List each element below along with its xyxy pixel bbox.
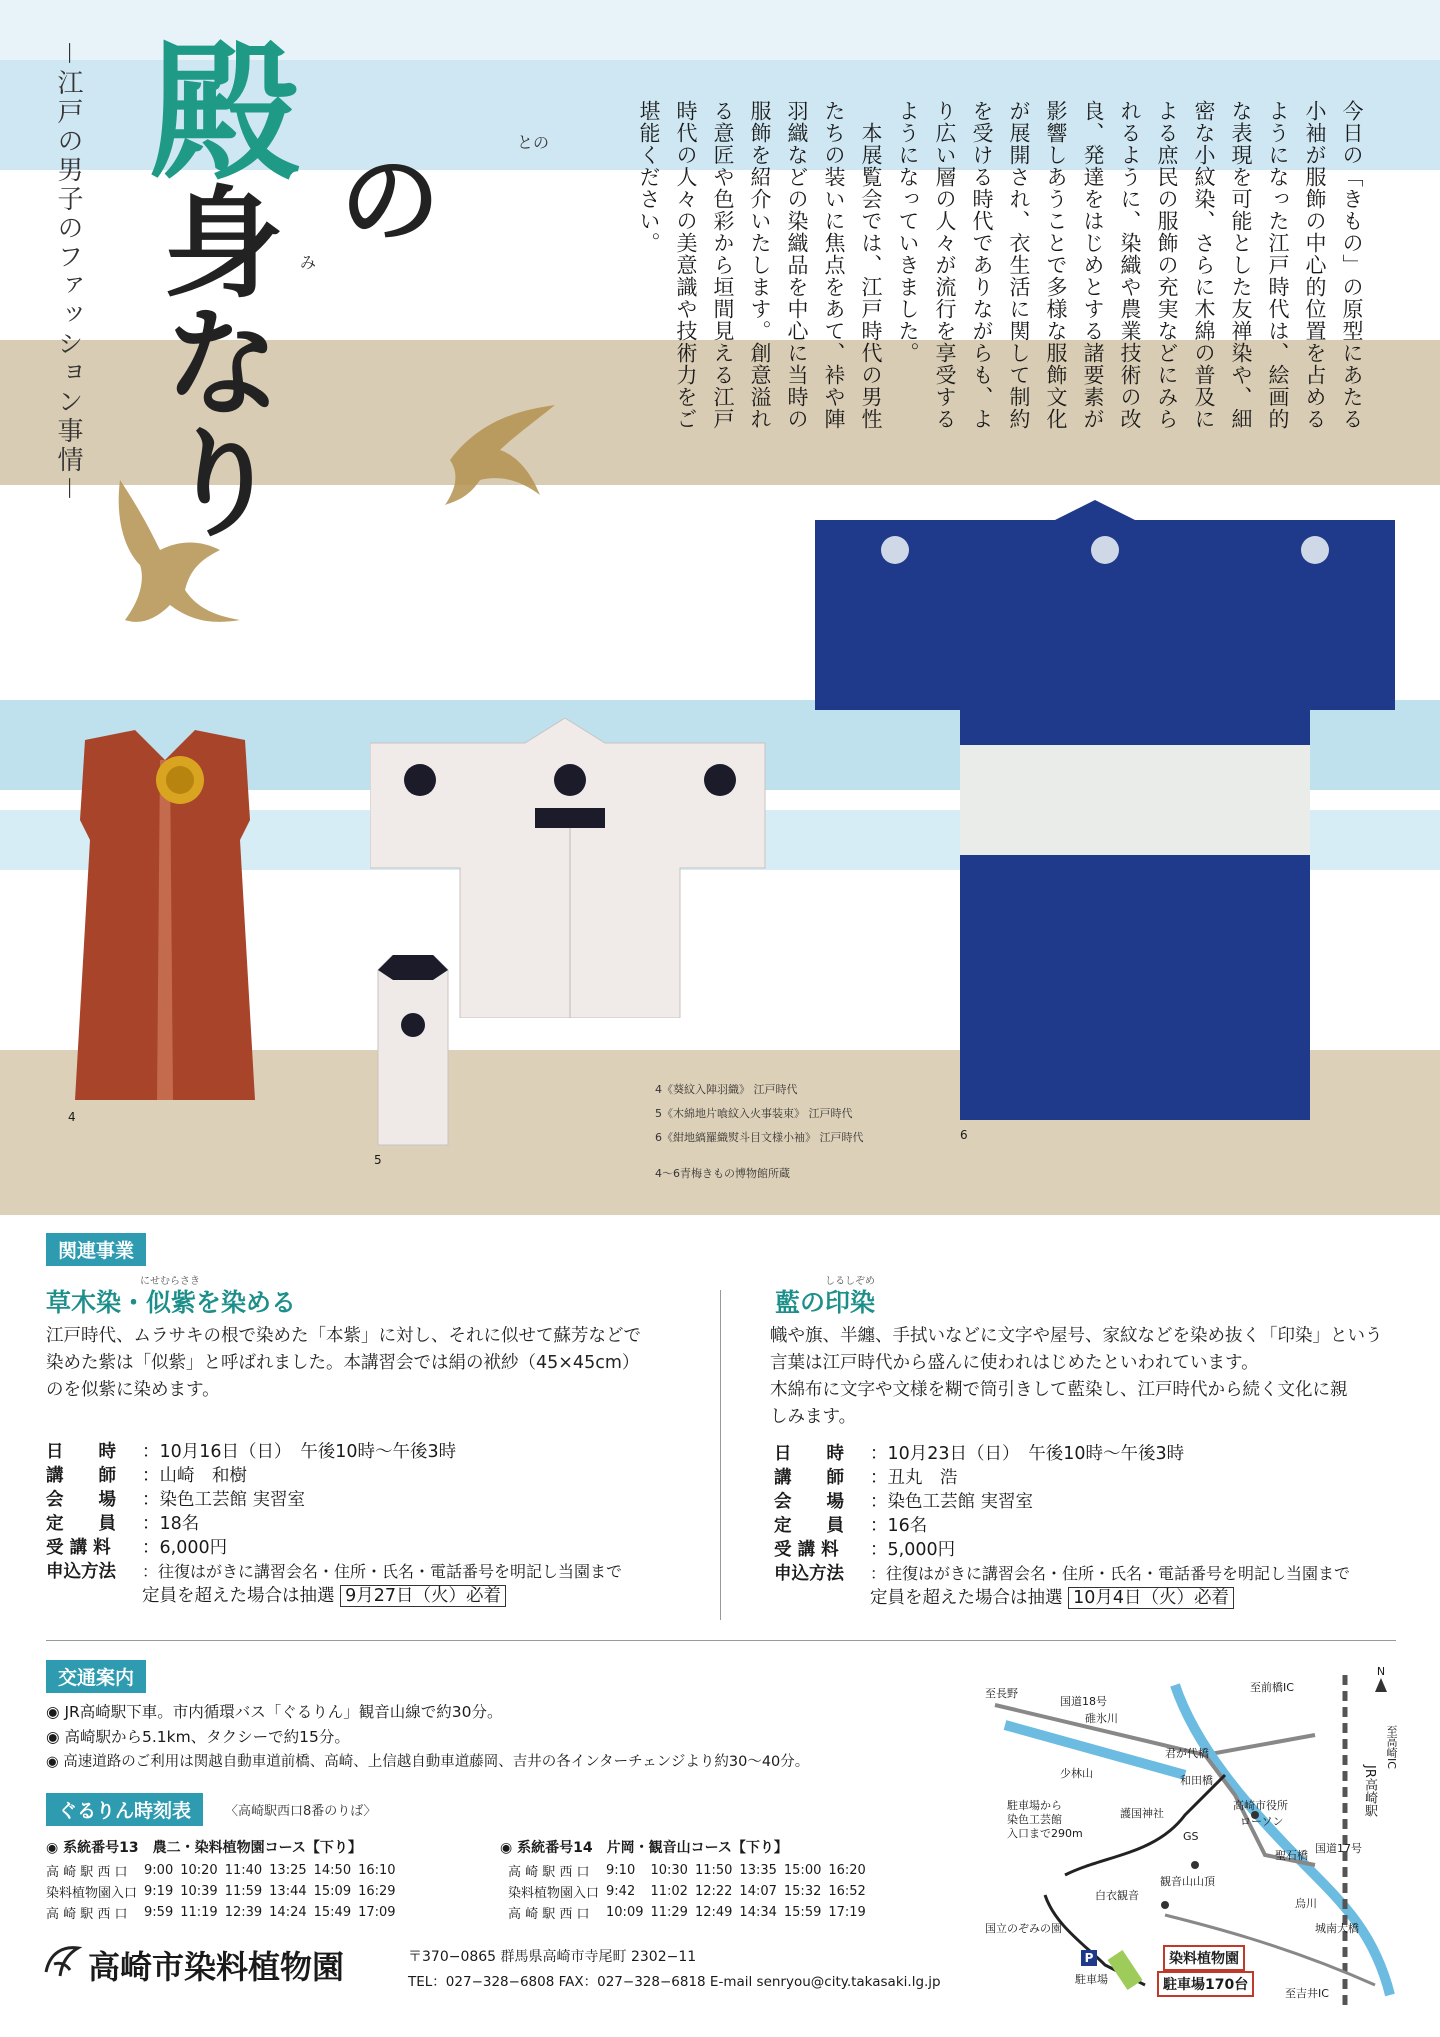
table-row: 高 崎 駅 西 口 9:10 10:30 11:50 13:35 15:00 16:20	[508, 1863, 866, 1880]
map-label: 至前橋IC	[1250, 1681, 1294, 1694]
detail-value: ：往復はがきに講習会名・住所・氏名・電話番号を明記し当園まで	[142, 1562, 623, 1581]
intro-line: 良、発達をはじめとする諸要素が	[1081, 100, 1105, 430]
access-line: ◉ 高崎駅から5.1km、タクシーで約15分。	[46, 1728, 350, 1746]
map-label: 国道18号	[1060, 1695, 1107, 1708]
table-row: 染料植物園入口 9:19 10:39 11:59 13:44 15:09 16:29	[46, 1884, 396, 1901]
desc-line: 幟や旗、半纏、手拭いなどに文字や屋号、家紋などを染め抜く「印染」という	[770, 1326, 1383, 1346]
deadline-badge: 9月27日（火）必着	[340, 1585, 506, 1607]
detail-value: ：10月23日（日） 午後10時〜午後3時	[870, 1444, 1185, 1464]
intro-line: 小袖が服飾の中心的位置を占める	[1303, 100, 1327, 430]
detail-value: ：染色工芸館 実習室	[142, 1490, 306, 1510]
lottery-note: 定員を超えた場合は抽選	[870, 1588, 1063, 1608]
intro-line: 密な小紋染、さらに木綿の普及に	[1192, 100, 1216, 430]
map-label: JR高崎駅	[1362, 1765, 1377, 1817]
event-left-title: 草木染・似紫を染める	[46, 1288, 297, 1317]
caption-4: 4《葵紋入陣羽織》 江戸時代	[655, 1083, 798, 1096]
intro-line: る意匠や色彩から垣間見える江戸	[711, 100, 735, 430]
section-divider	[46, 1640, 1396, 1641]
detail-key: 日 時	[46, 1442, 116, 1462]
intro-line: な表現を可能とした友禅染や、細	[1229, 100, 1253, 430]
event-left-title-ruby: にせむらさき	[140, 1276, 200, 1287]
caption-6: 6《紺地縞羅織熨斗目文様小袖》 江戸時代	[655, 1131, 864, 1144]
exhibit-5-hood-image	[373, 955, 453, 1150]
event-left-details	[46, 1440, 706, 1608]
title-ruby-tono: との	[517, 133, 550, 152]
parking-icon: P	[1081, 1950, 1097, 1966]
map-parking-lot-label: 駐車場170台	[1157, 1971, 1254, 1997]
access-line: ◉ 高速道路のご利用は関越自動車道前橋、高崎、上信越自動車道藤岡、吉井の各インターチェンジより約30〜40分。	[46, 1754, 810, 1770]
map-label: 入口まで290m	[1007, 1827, 1083, 1840]
bus-schedule-label: ぐるりん時刻表	[46, 1793, 203, 1826]
intro-line: 服飾を紹介いたします。創意溢れ	[748, 100, 772, 430]
intro-line: 堪能ください。	[637, 100, 661, 254]
map-label: 聖石橋	[1275, 1849, 1308, 1862]
table-row: 高 崎 駅 西 口 9:00 10:20 11:40 13:25 14:50 16:10	[46, 1863, 396, 1880]
map-label: ローソン	[1240, 1815, 1284, 1828]
intro-line: ようになった江戸時代は、絵画的	[1266, 100, 1290, 430]
events-divider	[720, 1290, 721, 1620]
desc-line: 江戸時代、ムラサキの根で染めた「本紫」に対し、それに似せて蘇芳などで	[46, 1326, 641, 1346]
crane-illustration-right	[440, 400, 560, 510]
detail-value: ：16名	[870, 1516, 928, 1536]
exhibit-6-kosode-image	[815, 500, 1400, 1125]
detail-key: 申込方法	[46, 1562, 116, 1582]
map-label: 駐車場	[1075, 1973, 1108, 1986]
access-lines	[46, 1700, 966, 1775]
detail-value: ：18名	[142, 1514, 200, 1534]
event-right-details	[774, 1442, 1424, 1610]
title-char-minari: 身なり	[143, 180, 284, 540]
table-row: 染料植物園入口 9:42 11:02 12:22 14:07 15:32 16:52	[508, 1884, 866, 1901]
map-label: 染色工芸館	[1007, 1813, 1062, 1826]
detail-key: 定 員	[774, 1516, 844, 1536]
desc-line: 言葉は江戸時代から盛んに使われはじめたといわれています。	[770, 1353, 1259, 1373]
intro-line: 羽織などの染織品を中心に当時の	[785, 100, 809, 430]
map-label: 国立のぞみの園	[985, 1922, 1062, 1935]
event-right-title: 藍の印染	[775, 1288, 876, 1317]
org-address: 〒370−0865 群馬県高崎市寺尾町 2302−11	[408, 1949, 697, 1965]
lottery-note: 定員を超えた場合は抽選	[142, 1586, 335, 1606]
map-label: 国道17号	[1315, 1842, 1362, 1855]
map-label: 君が代橋	[1165, 1747, 1209, 1760]
route14-title: ◉ 系統番号14 片岡・観音山コース【下り】	[500, 1840, 788, 1856]
map-label: 高崎市役所	[1233, 1799, 1288, 1812]
exhibit-4-jinbaori-image	[65, 730, 265, 1110]
map-label: 白衣観音	[1095, 1889, 1139, 1902]
event-right-description	[770, 1323, 1410, 1431]
map-label: 碓氷川	[1085, 1712, 1118, 1725]
intro-line: れるように、染織や農業技術の改	[1118, 100, 1142, 430]
exhibit-6-number: 6	[960, 1128, 968, 1142]
exhibit-5-number: 5	[374, 1153, 382, 1167]
desc-line: 染めた紫は「似紫」と呼ばれました。本講習会では絹の袱紗（45×45cm）	[46, 1353, 640, 1373]
map-label: 護国神社	[1120, 1807, 1164, 1820]
intro-line: 本展覧会では、江戸時代の男性	[859, 100, 883, 430]
intro-line: ようになっていきました。	[896, 100, 920, 364]
detail-key: 受 講 料	[46, 1538, 111, 1558]
intro-line: 影響しあうことで多様な服飾文化	[1044, 100, 1068, 430]
org-contact: TEL：027−328−6808 FAX：027−328−6818 E-mail senryou@city.takasaki.lg.jp	[408, 1974, 941, 1990]
detail-key: 定 員	[46, 1514, 116, 1534]
caption-5: 5《木綿地片喰紋入火事装束》 江戸時代	[655, 1107, 853, 1120]
exhibit-4-number: 4	[68, 1110, 76, 1124]
desc-line: しみます。	[770, 1407, 857, 1427]
detail-key: 会 場	[774, 1492, 844, 1512]
table-row: 高 崎 駅 西 口 10:09 11:29 12:49 14:34 15:59 17:19	[508, 1905, 866, 1922]
org-logo-icon	[40, 1942, 84, 1982]
access-map	[985, 1665, 1405, 2030]
map-label: 和田橋	[1180, 1774, 1213, 1787]
map-label: 至高崎IC	[1385, 1725, 1398, 1769]
subtitle: －江戸の男子のファッション事情－	[53, 40, 83, 505]
map-label: 至吉井IC	[1285, 1987, 1329, 2000]
map-label: 烏川	[1295, 1897, 1317, 1910]
detail-key: 講 師	[774, 1468, 844, 1488]
intro-line: たちの装いに焦点をあて、裃や陣	[822, 100, 846, 430]
access-line: ◉ JR高崎駅下車。市内循環バス「ぐるりん」観音山線で約30分。	[46, 1703, 503, 1721]
route13-title: ◉ 系統番号13 農二・染料植物園コース【下り】	[46, 1840, 362, 1856]
detail-value: ：6,000円	[142, 1538, 228, 1558]
exhibit-captions	[655, 1078, 864, 1186]
title-char-no: の	[340, 141, 440, 259]
org-name: 高崎市染料植物園	[88, 1948, 345, 1986]
event-left-description	[46, 1323, 696, 1404]
desc-line: のを似紫に染めます。	[46, 1380, 220, 1400]
intro-line: よる庶民の服飾の充実などにみら	[1155, 100, 1179, 430]
crane-illustration-left	[100, 470, 250, 630]
detail-key: 講 師	[46, 1466, 116, 1486]
detail-key: 申込方法	[774, 1564, 844, 1584]
detail-value: ：染色工芸館 実習室	[870, 1492, 1034, 1512]
north-arrow-icon	[1375, 1665, 1387, 1692]
detail-value: ：往復はがきに講習会名・住所・氏名・電話番号を明記し当園まで	[870, 1564, 1351, 1583]
intro-line: が展開され、衣生活に関して制約	[1007, 100, 1031, 430]
intro-line: 時代の人々の美意識や技術力をご	[674, 100, 698, 430]
collection-note: 4〜6青梅きもの博物館所蔵	[655, 1167, 790, 1180]
intro-line: 今日の「きもの」の原型にあたる	[1340, 100, 1364, 430]
detail-key: 受 講 料	[774, 1540, 839, 1560]
route14-table	[508, 1860, 873, 1923]
detail-value: ：10月16日（日） 午後10時〜午後3時	[142, 1442, 457, 1462]
detail-value: ：丑丸 浩	[870, 1468, 958, 1488]
map-label: 至長野	[985, 1687, 1018, 1700]
events-section-label: 関連事業	[46, 1233, 146, 1266]
access-section-label: 交通案内	[46, 1660, 146, 1693]
intro-text	[600, 100, 1370, 480]
table-row: 高 崎 駅 西 口 9:59 11:19 12:39 14:24 15:49 17:09	[46, 1905, 396, 1922]
north-label: N	[1376, 1665, 1386, 1678]
bus-note: 〈高崎駅西口8番のりば〉	[225, 1804, 377, 1819]
detail-value: ：山崎 和樹	[142, 1466, 247, 1486]
map-garden-label: 染料植物園	[1163, 1945, 1245, 1971]
desc-line: 木綿布に文字や文様を糊で筒引きして藍染し、江戸時代から続く文化に親	[770, 1380, 1348, 1400]
map-label: 城南大橋	[1315, 1922, 1359, 1935]
event-right-title-ruby: しるしぞめ	[825, 1276, 875, 1287]
route13-table	[46, 1860, 403, 1923]
title-ruby-mi: み	[300, 253, 317, 272]
detail-key: 日 時	[774, 1444, 844, 1464]
intro-line: り広い層の人々が流行を享受する	[933, 100, 957, 430]
intro-line: を受ける時代でありながらも、よ	[970, 100, 994, 430]
detail-key: 会 場	[46, 1490, 116, 1510]
map-label: 少林山	[1060, 1767, 1093, 1780]
map-label: 観音山山頂	[1160, 1875, 1215, 1888]
title-char-tono: 殿	[150, 25, 301, 201]
detail-value: ：5,000円	[870, 1540, 956, 1560]
deadline-badge: 10月4日（火）必着	[1068, 1587, 1234, 1609]
map-label: 駐車場から	[1007, 1799, 1062, 1812]
map-label: GS	[1183, 1830, 1199, 1843]
